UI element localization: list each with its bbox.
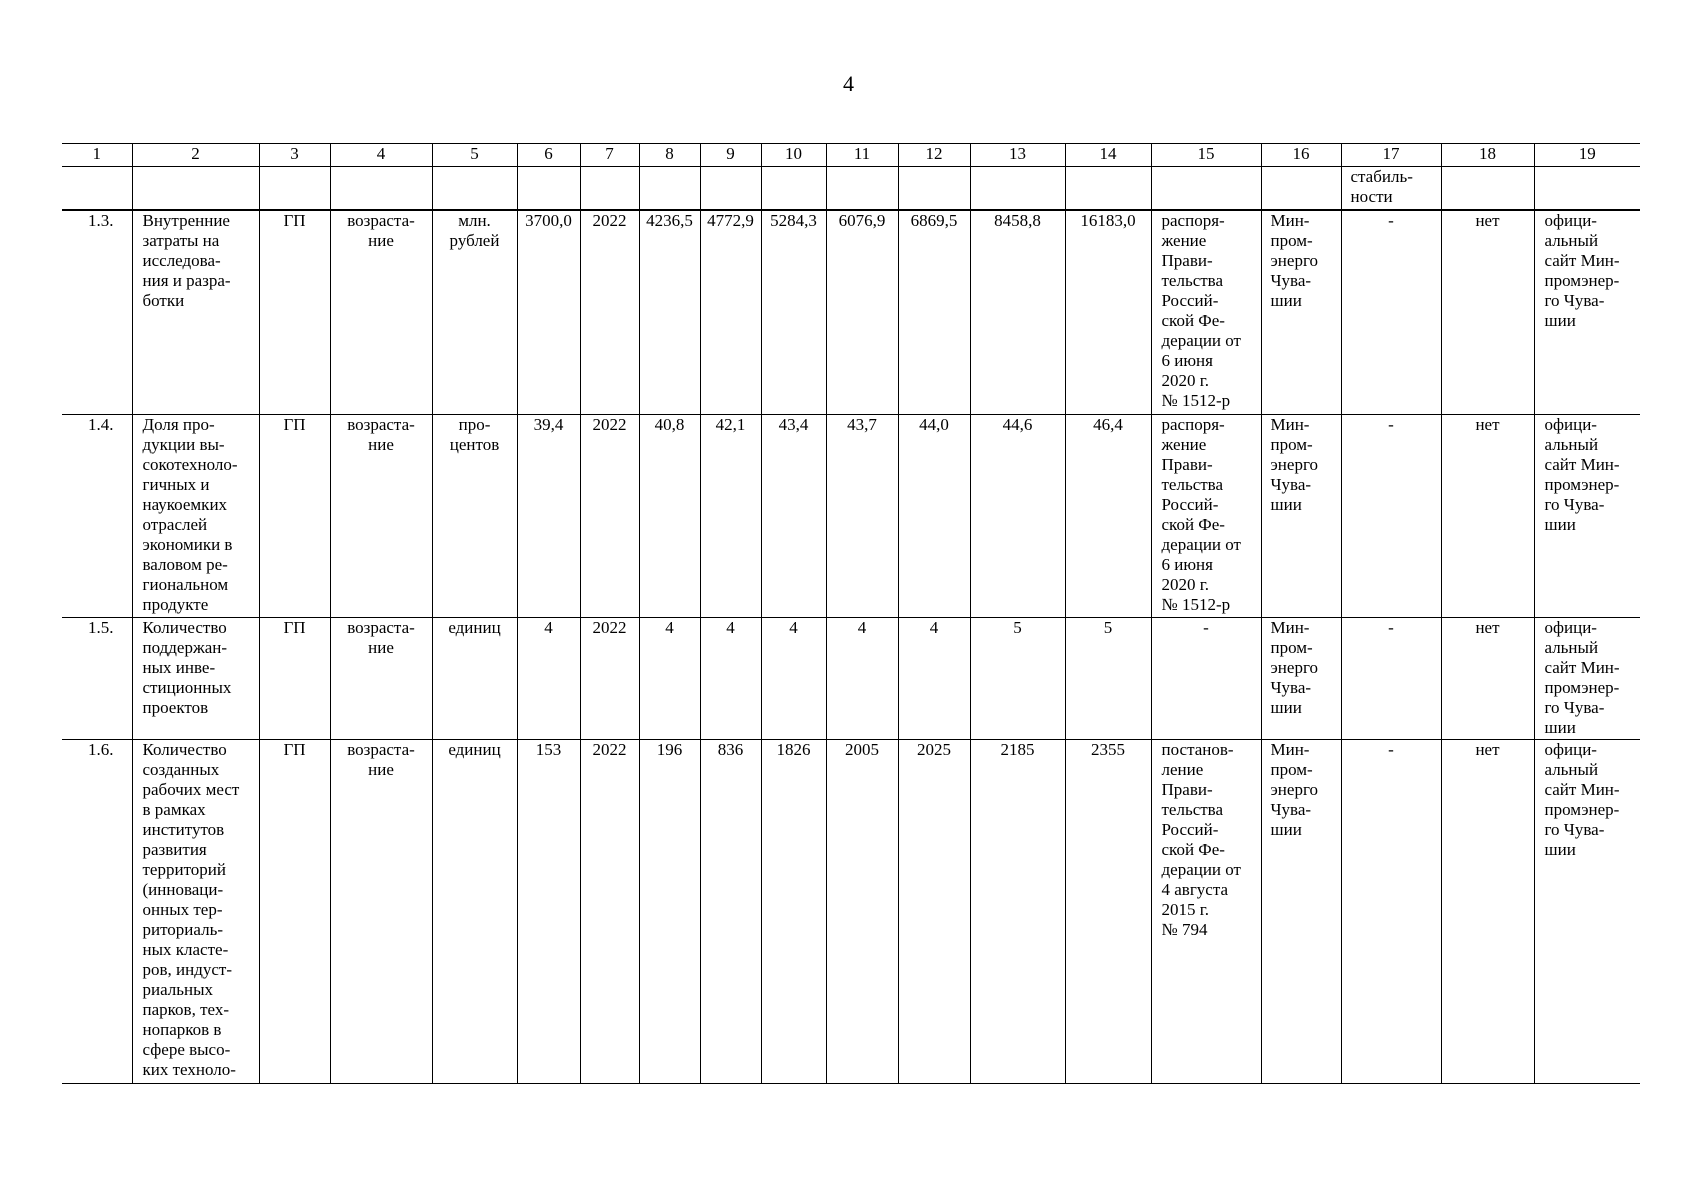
base-year-cell: 2022: [580, 618, 639, 740]
col18-cell: нет: [1441, 740, 1534, 1084]
indicator-name: Внутренние затраты на исследова- ния и разра- ботки: [132, 210, 259, 415]
value-cell: 43,7: [826, 415, 898, 618]
value-cell: 42,1: [700, 415, 761, 618]
col18-cell: нет: [1441, 618, 1534, 740]
source-cell: офици- альный сайт Мин- промэнер- го Чува- шии: [1534, 415, 1640, 618]
unit-cell: единиц: [432, 618, 517, 740]
responsible-cell: Мин- пром- энерго Чува- шии: [1261, 618, 1341, 740]
continuation-row: [62, 167, 1640, 210]
value-cell: 4: [898, 618, 970, 740]
row-number: 1.5.: [62, 618, 132, 740]
value-cell: 4: [700, 618, 761, 740]
table-row: [62, 415, 1640, 618]
table-row: [62, 740, 1640, 1084]
value-cell: 2185: [970, 740, 1065, 1084]
value-cell: 8458,8: [970, 210, 1065, 415]
document-cell: распоря- жение Прави- тельства Россий- ской Фе- дерации от 6 июня 2020 г. № 1512-р: [1151, 415, 1261, 618]
base-year-cell: 2022: [580, 415, 639, 618]
indicator-name: Количество созданных рабочих мест в рамках институтов развития территорий (инноваци- онных тер- риториаль- ных класте- ров, индуст- риальных парков, тех- нопарков в сфере высо- ких техноло-: [132, 740, 259, 1084]
trend-cell: возраста- ние: [330, 210, 432, 415]
column-number: 19: [1534, 144, 1640, 167]
row-number: 1.4.: [62, 415, 132, 618]
value-cell: 44,6: [970, 415, 1065, 618]
value-cell: 6076,9: [826, 210, 898, 415]
continuation-cell: стабиль- ности: [1341, 167, 1441, 210]
value-cell: 4: [826, 618, 898, 740]
level-cell: ГП: [259, 618, 330, 740]
column-number: 6: [517, 144, 580, 167]
column-number: 3: [259, 144, 330, 167]
value-cell: 2005: [826, 740, 898, 1084]
column-number: 8: [639, 144, 700, 167]
column-number: 2: [132, 144, 259, 167]
table-row: [62, 210, 1640, 415]
col17-cell: -: [1341, 618, 1441, 740]
column-number: 11: [826, 144, 898, 167]
trend-cell: возраста- ние: [330, 415, 432, 618]
level-cell: ГП: [259, 740, 330, 1084]
col18-cell: нет: [1441, 210, 1534, 415]
base-year-cell: 2022: [580, 210, 639, 415]
level-cell: ГП: [259, 415, 330, 618]
column-number: 16: [1261, 144, 1341, 167]
value-cell: 43,4: [761, 415, 826, 618]
responsible-cell: Мин- пром- энерго Чува- шии: [1261, 740, 1341, 1084]
column-number: 9: [700, 144, 761, 167]
column-number: 17: [1341, 144, 1441, 167]
base-value-cell: 153: [517, 740, 580, 1084]
value-cell: 5: [970, 618, 1065, 740]
base-value-cell: 39,4: [517, 415, 580, 618]
unit-cell: млн. рублей: [432, 210, 517, 415]
value-cell: 5284,3: [761, 210, 826, 415]
value-cell: 4: [761, 618, 826, 740]
row-number: 1.3.: [62, 210, 132, 415]
source-cell: офици- альный сайт Мин- промэнер- го Чува- шии: [1534, 740, 1640, 1084]
value-cell: 2025: [898, 740, 970, 1084]
base-year-cell: 2022: [580, 740, 639, 1084]
column-number-row: [62, 144, 1640, 167]
document-cell: постанов- ление Прави- тельства Россий- ской Фе- дерации от 4 августа 2015 г. № 794: [1151, 740, 1261, 1084]
level-cell: ГП: [259, 210, 330, 415]
value-cell: 5: [1065, 618, 1151, 740]
value-cell: 46,4: [1065, 415, 1151, 618]
unit-cell: про- центов: [432, 415, 517, 618]
document-cell: распоря- жение Прави- тельства Россий- ской Фе- дерации от 6 июня 2020 г. № 1512-р: [1151, 210, 1261, 415]
responsible-cell: Мин- пром- энерго Чува- шии: [1261, 415, 1341, 618]
value-cell: 40,8: [639, 415, 700, 618]
col17-cell: -: [1341, 210, 1441, 415]
column-number: 18: [1441, 144, 1534, 167]
value-cell: 2355: [1065, 740, 1151, 1084]
source-cell: офици- альный сайт Мин- промэнер- го Чува- шии: [1534, 618, 1640, 740]
responsible-cell: Мин- пром- энерго Чува- шии: [1261, 210, 1341, 415]
document-cell: -: [1151, 618, 1261, 740]
value-cell: 196: [639, 740, 700, 1084]
base-value-cell: 3700,0: [517, 210, 580, 415]
page-number: 4: [843, 71, 854, 96]
value-cell: 4: [639, 618, 700, 740]
value-cell: 6869,5: [898, 210, 970, 415]
col17-cell: -: [1341, 740, 1441, 1084]
column-number: 4: [330, 144, 432, 167]
column-number: 10: [761, 144, 826, 167]
indicator-name: Количество поддержан- ных инве- стиционных проектов: [132, 618, 259, 740]
column-number: 5: [432, 144, 517, 167]
base-value-cell: 4: [517, 618, 580, 740]
value-cell: 16183,0: [1065, 210, 1151, 415]
column-number: 13: [970, 144, 1065, 167]
column-number: 15: [1151, 144, 1261, 167]
trend-cell: возраста- ние: [330, 740, 432, 1084]
row-number: 1.6.: [62, 740, 132, 1084]
col18-cell: нет: [1441, 415, 1534, 618]
table-row: [62, 618, 1640, 740]
column-number: 12: [898, 144, 970, 167]
value-cell: 44,0: [898, 415, 970, 618]
value-cell: 836: [700, 740, 761, 1084]
column-number: 14: [1065, 144, 1151, 167]
column-number: 7: [580, 144, 639, 167]
indicator-name: Доля про- дукции вы- сокотехноло- гичных и наукоемких отраслей экономики в валовом ре- гиональном продукте: [132, 415, 259, 618]
trend-cell: возраста- ние: [330, 618, 432, 740]
col17-cell: -: [1341, 415, 1441, 618]
value-cell: 4772,9: [700, 210, 761, 415]
unit-cell: единиц: [432, 740, 517, 1084]
indicators-table: [62, 143, 1640, 1084]
column-number: 1: [62, 144, 132, 167]
value-cell: 1826: [761, 740, 826, 1084]
source-cell: офици- альный сайт Мин- промэнер- го Чува- шии: [1534, 210, 1640, 415]
value-cell: 4236,5: [639, 210, 700, 415]
